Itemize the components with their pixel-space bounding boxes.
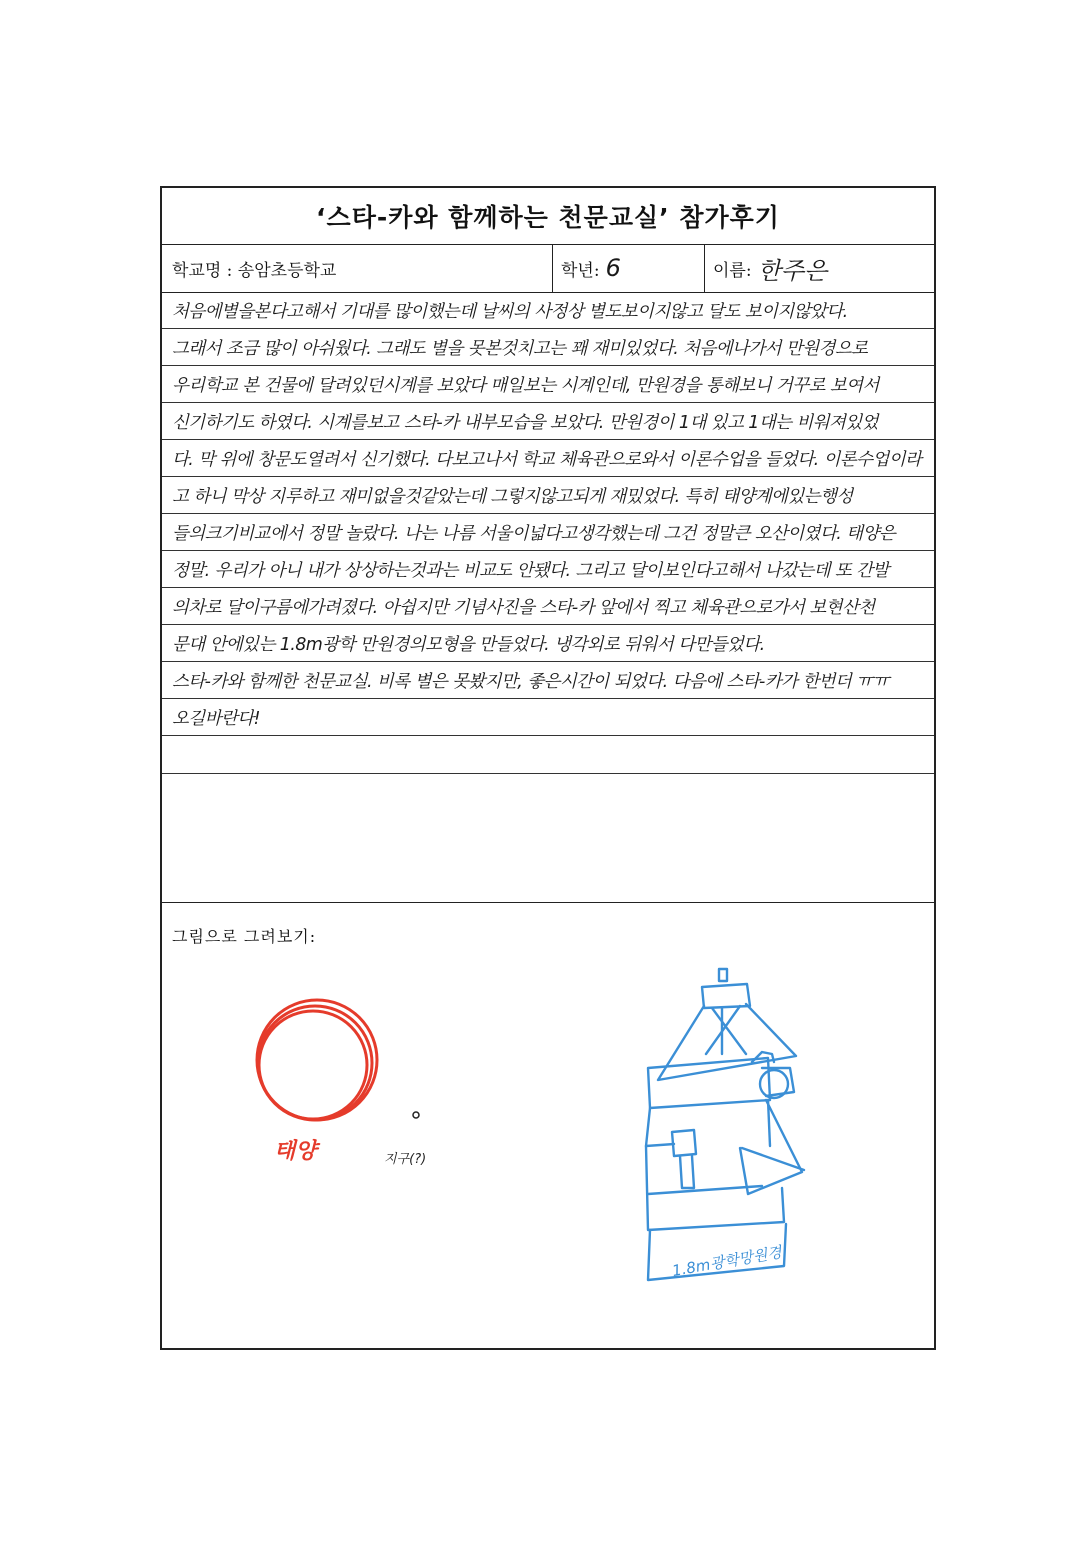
review-form (160, 186, 936, 1350)
drawing-area (162, 188, 938, 1352)
essay-line: 다. 막 위에 창문도열려서 신기했다. 다보고나서 학교 체육관으로와서 이론수업을 들었다. 이론수업이라 (162, 440, 934, 477)
essay-line: 신기하기도 하였다. 시계를보고 스타-카 내부모습을 보았다. 만원경이 1대 있고 1대는 비워져있었 (162, 403, 934, 440)
form-title: ‘스타-카와 함께하는 천문교실’ 참가후기 (162, 188, 934, 245)
telescope-drawing (646, 969, 804, 1280)
school-label: 학교명 : 송암초등학교 (172, 260, 337, 281)
name-value: 한주은 (757, 256, 828, 285)
essay-line: 처음에별을본다고해서 기대를 많이했는데 날씨의 사정상 별도보이지않고 달도 보이지않았다. (162, 292, 934, 329)
essay-line: 의차로 달이구름에가려졌다. 아쉽지만 기념사진을 스타-카 앞에서 찍고 체육관으로가서 보현산천 (162, 588, 934, 625)
sun-label: 태양 (274, 1139, 317, 1164)
essay-line: 문대 안에있는 1.8m광학 만원경의모형을 만들었다. 냉각외로 뒤워서 다만들었다. (162, 625, 934, 662)
essay-line: 오길바란다! (162, 699, 934, 736)
earth-label: 지구(?) (384, 1152, 427, 1167)
essay-line: 정말. 우리가 아니 내가 상상하는것과는 비교도 안됐다. 그리고 달이보인다고해서 나갔는데 또 간발 (162, 551, 934, 588)
essay-line: 들의크기비교에서 정말 놀랐다. 나는 나름 서울이넓다고생각했는데 그건 정말큰 오산이였다. 태양은 (162, 514, 934, 551)
essay-line: 스타-카와 함께한 천문교실. 비록 별은 못봤지만, 좋은시간이 되었다. 다음에 스타-카가 한번더 ㅠㅠ (162, 662, 934, 699)
essay-line: 우리학교 본 건물에 달려있던시계를 보았다 매일보는 시계인데, 만원경을 통해보니 거꾸로 보여서 (162, 366, 934, 403)
grade-label: 학년: (561, 260, 600, 281)
grade-value: 6 (605, 254, 621, 282)
earth-drawing (413, 1112, 419, 1118)
sun-drawing (257, 1000, 377, 1120)
essay-line: 고 하니 막상 지루하고 재미없을것같았는데 그렇지않고되게 재밌었다. 특히 태양계에있는행성 (162, 477, 934, 514)
drawing-label: 그림으로 그려보기: (172, 927, 317, 946)
name-label: 이름: (713, 260, 752, 281)
telescope-label: 1.8m광학망원경 (670, 1243, 784, 1281)
essay-line: 그래서 조금 많이 아쉬웠다. 그래도 별을 못본것치고는 꽤 재미있었다. 처음에나가서 만원경으로 (162, 329, 934, 366)
